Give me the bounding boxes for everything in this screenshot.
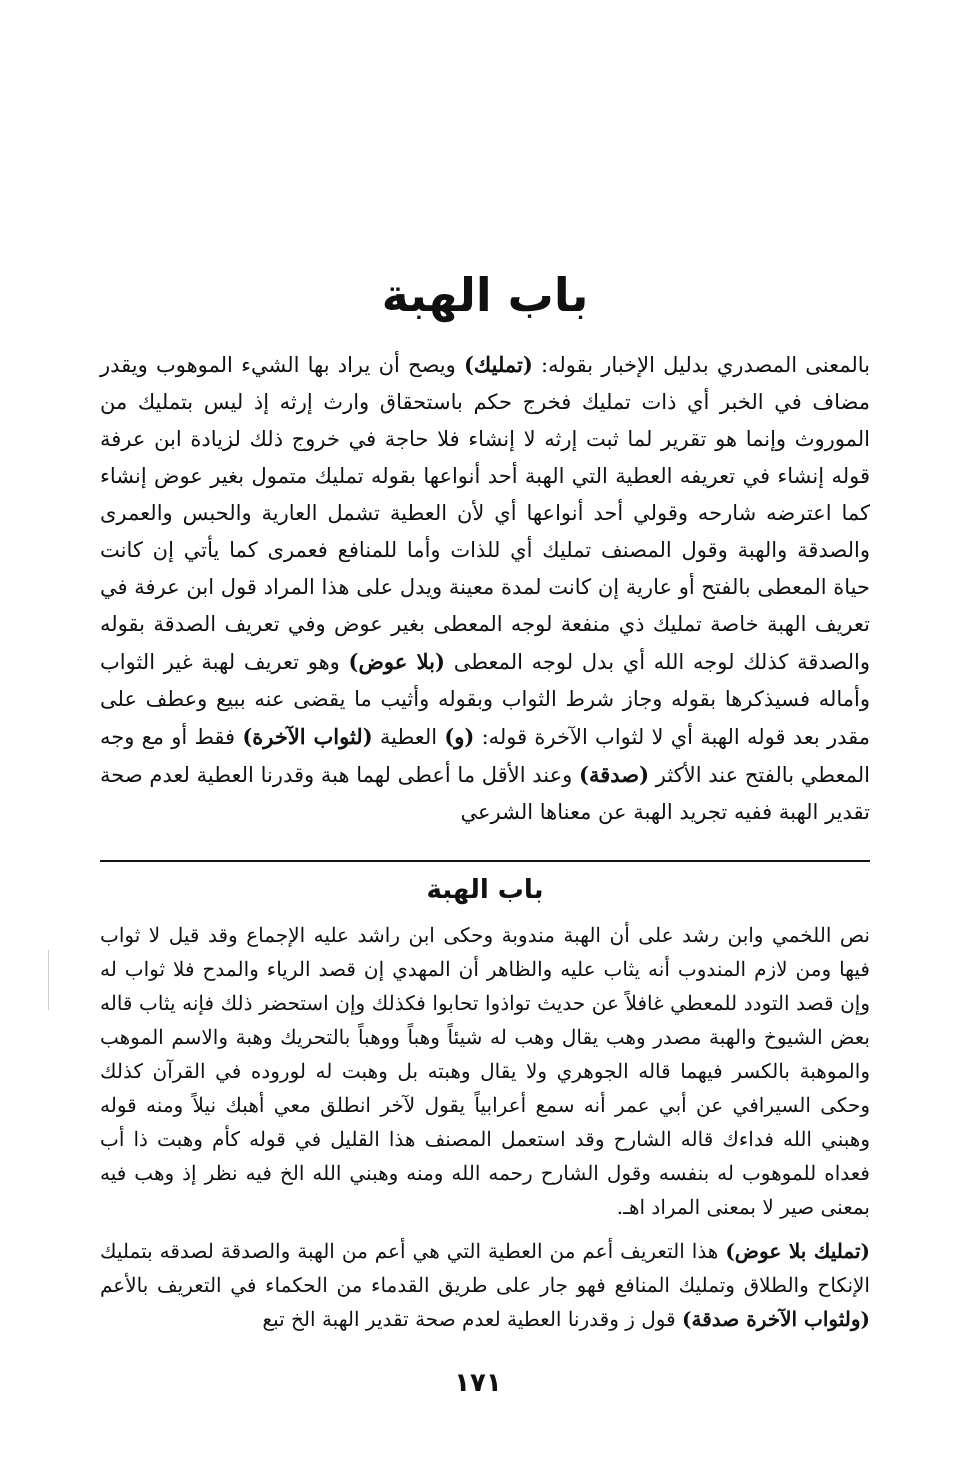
commentary-segment: قول ز وقدرنا العطية لعدم صحة تقدير الهبة الخ تبع	[262, 1307, 683, 1331]
page-number: ١٧١	[454, 1368, 502, 1398]
bold-term: (لثواب الآخرة)	[242, 724, 373, 749]
page-body	[100, 260, 870, 1336]
bold-term: (صدقة)	[579, 762, 650, 787]
bold-term: (بلا عوض)	[348, 649, 445, 674]
chapter-title: باب الهبة	[381, 268, 589, 322]
bold-term: (تمليك)	[463, 352, 533, 377]
main-text-segment: فقط أو مع وجه المعطي بالفتح عند الأكثر	[100, 725, 870, 787]
main-text-segment: وعند الأقل ما أعطى لهما هبة وقدرنا العطية لعدم صحة تقدير الهبة ففيه تجريد الهبة عن معناها الشرعي	[100, 763, 870, 824]
bold-term: (ولثواب الآخرة صدقة)	[682, 1307, 870, 1331]
bold-term: (و)	[444, 724, 475, 749]
commentary-title: باب الهبة	[426, 875, 544, 905]
bold-term: (تمليك بلا عوض)	[725, 1239, 871, 1263]
section-divider	[100, 860, 870, 862]
commentary-paragraph: نص اللخمي وابن رشد على أن الهبة مندوبة وحكى ابن راشد عليه الإجماع وقد قيل لا ثواب فيها ومن لازم المندوب أنه يثاب عليه والظاهر أن المهدي إن قصد الرياء والمدح فلا ثواب له وإن قصد التودد للمعطي غافلاً عن حديث تواذوا تحابوا فكذلك وإن استحضر ذلك فإنه يثاب قاله بعض الشيوخ والهبة مصدر وهب يقال وهب له شيئاً وهباً ووهباً بالتحريك وهبة والاسم الموهب والموهبة بالكسر فيهما قاله الجوهري ولا يقال وهبته بل وهبت له لوروده في القرآن كذلك وحكى السيرافي عن أبي عمر أنه سمع أعرابياً يقول لآخر انطلق معي أهبك نيلاً ومنه قوله وهبني الله فداءك قاله الشارح وقد استعمل المصنف هذا القليل في قوله كأم وهبت ذا أب فعداه للموهوب له بنفسه وقول الشارح رحمه الله ومنه وهبني الله الخ فيه نظر إذ وهب فيه بمعنى صير لا بمعنى المراد اهـ.	[100, 923, 870, 1219]
main-text-segment: ويصح أن يراد بها الشيء الموهوب ويقدر مضاف في الخبر أي ذات تمليك فخرج حكم باستحقاق وارث إرثه إذ ليس بتمليك من الموروث وإنما هو تقرير لما ثبت إرثه لا إنشاء فلا حاجة في خروج ذلك لزيادة ابن عرفة قوله إنشاء في تعريفه العطية التي الهبة أحد أنواعها بقوله تمليك متمول بغير عوض إنشاء كما اعترضه شارحه وقولي أحد أنواعها أي لأن العطية تشمل العارية والحبس والعمرى والصدقة والهبة وقول المصنف تمليك أي للذات وأما للمنافع فعمرى كما يأتي إن كانت حياة المعطى بالفتح أو عارية إن كانت لمدة معينة ويدل على هذا المراد قول ابن عرفة في تعريف الهبة خاصة تمليك ذي منفعة لوجه المعطى بغير عوض وفي تعريف الصدقة بقوله والصدقة كذلك لوجه الله أي بدل لوجه المعطى	[100, 353, 870, 674]
main-paragraph	[100, 346, 870, 831]
commentary-text	[100, 918, 870, 1336]
main-text-segment: بالمعنى المصدري بدليل الإخبار بقوله:	[532, 353, 871, 377]
commentary-paragraph	[100, 1234, 870, 1336]
main-text-segment: وهو تعريف لهبة غير الثواب وأماله فسيذكرها بقوله وجاز شرط الثواب وبقوله وأثيب ما يقضى عنه ببيع وعطف على مقدر بعد قوله الهبة أي لا لثواب الآخرة قوله:	[100, 650, 870, 749]
main-text-segment: العطية	[372, 725, 445, 749]
main-text	[100, 346, 870, 836]
commentary-segment: هذا التعريف أعم من العطية التي هي أعم من الهبة والصدقة لصدقه بتمليك الإنكاح والطلاق وتمليك المنافع فهو جار على طريق القدماء من الحكماء في التعريف بالأعم	[100, 1239, 870, 1297]
margin-mark	[48, 950, 49, 1010]
